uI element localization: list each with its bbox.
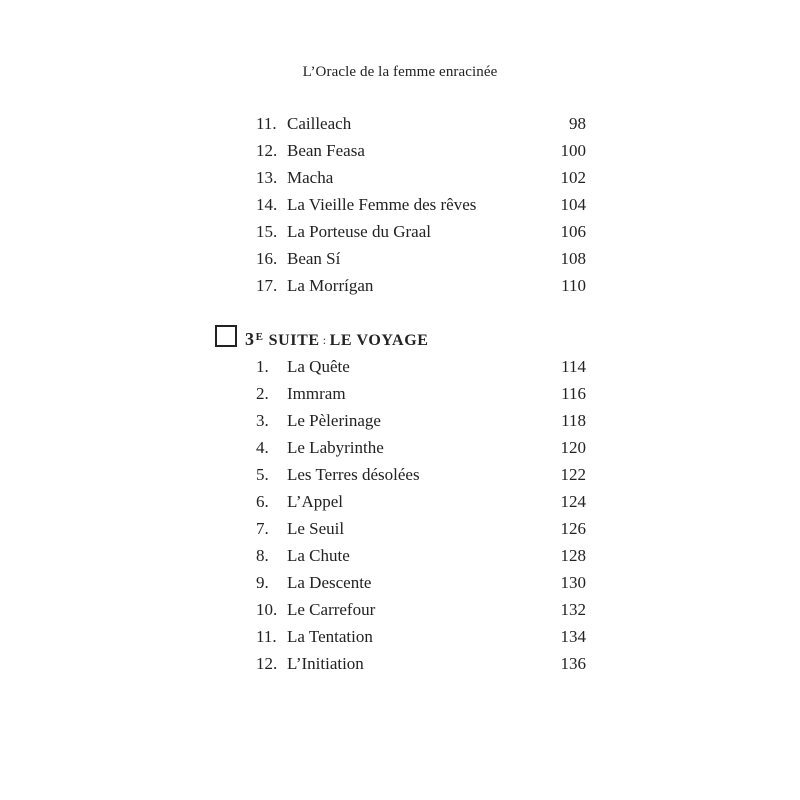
toc-entry[interactable] xyxy=(256,488,586,515)
toc-entry-title: L’Initiation xyxy=(287,654,364,673)
toc-entry-title: Le Pèlerinage xyxy=(287,411,381,430)
toc-entry-page: 128 xyxy=(560,546,586,565)
toc-entry-number: 5. xyxy=(256,465,269,484)
toc-entry[interactable] xyxy=(256,272,586,299)
toc-entry[interactable] xyxy=(256,407,586,434)
toc-entry[interactable] xyxy=(256,218,586,245)
toc-entry-title: Bean Feasa xyxy=(287,141,365,160)
toc-entry-title: Bean Sí xyxy=(287,249,341,268)
toc-entry-page: 110 xyxy=(561,276,586,295)
toc-entry[interactable] xyxy=(256,137,586,164)
toc-entry[interactable] xyxy=(256,596,586,623)
toc-entry-number: 2. xyxy=(256,384,269,403)
toc-entry-number: 11. xyxy=(256,114,277,133)
toc-entry-title: Le Labyrinthe xyxy=(287,438,384,457)
section-number: 3 xyxy=(245,329,255,349)
toc-entry-number: 3. xyxy=(256,411,269,430)
toc-entry-page: 102 xyxy=(560,168,586,187)
toc-entry-page: 108 xyxy=(560,249,586,268)
toc-entry-title: La Vieille Femme des rêves xyxy=(287,195,477,214)
toc-entry[interactable] xyxy=(256,569,586,596)
toc-entry[interactable] xyxy=(256,515,586,542)
toc-list-part-3 xyxy=(256,353,586,677)
toc-entry-number: 8. xyxy=(256,546,269,565)
toc-entry-page: 114 xyxy=(561,357,586,376)
toc-entry-title: L’Appel xyxy=(287,492,344,511)
toc-entry[interactable] xyxy=(256,623,586,650)
toc-entry[interactable] xyxy=(256,650,586,677)
toc-entry-page: 130 xyxy=(560,573,586,592)
toc-entry-page: 124 xyxy=(560,492,586,511)
toc-entry[interactable] xyxy=(256,380,586,407)
toc-entry-page: 122 xyxy=(560,465,586,484)
checkbox-square-icon xyxy=(215,325,237,347)
toc-entry[interactable] xyxy=(256,164,586,191)
toc-entry-page: 132 xyxy=(560,600,586,619)
toc-entry-number: 16. xyxy=(256,249,278,268)
toc-entry-title: La Quête xyxy=(287,357,350,376)
section-word-suite: SUITE xyxy=(268,332,320,349)
toc-list-part-2 xyxy=(256,110,586,299)
toc-entry-page: 120 xyxy=(560,438,586,457)
section-word-voyage: LE VOYAGE xyxy=(329,332,429,349)
toc-entry-title: Cailleach xyxy=(287,114,352,133)
toc-entry-number: 15. xyxy=(256,222,278,241)
toc-entry[interactable] xyxy=(256,245,586,272)
toc-entry-number: 4. xyxy=(256,438,269,457)
toc-entry-number: 17. xyxy=(256,276,278,295)
toc-entry-page: 126 xyxy=(560,519,586,538)
toc-entry-number: 1. xyxy=(256,357,269,376)
toc-entry-number: 13. xyxy=(256,168,278,187)
toc-entry-page: 118 xyxy=(561,411,586,430)
section-3-title xyxy=(245,323,429,355)
toc-entry[interactable] xyxy=(256,434,586,461)
toc-entry-page: 134 xyxy=(560,627,586,646)
toc-entry-title: Le Seuil xyxy=(287,519,345,538)
toc-entry-title: La Morrígan xyxy=(287,276,374,295)
toc-entry-number: 11. xyxy=(256,627,277,646)
toc-entry-page: 104 xyxy=(560,195,586,214)
toc-entry[interactable] xyxy=(256,542,586,569)
toc-entry-number: 9. xyxy=(256,573,269,592)
toc-entry-number: 7. xyxy=(256,519,269,538)
toc-entry-title: Macha xyxy=(287,168,334,187)
section-separator: : xyxy=(322,333,327,347)
toc-entry[interactable] xyxy=(256,461,586,488)
toc-entry-number: 6. xyxy=(256,492,269,511)
toc-entry-title: La Chute xyxy=(287,546,350,565)
toc-entry-page: 116 xyxy=(561,384,586,403)
running-head-title: L’Oracle de la femme enracinée xyxy=(302,64,498,80)
toc-entry-page: 106 xyxy=(560,222,586,241)
toc-entry-title: Le Carrefour xyxy=(287,600,376,619)
toc-entry-page: 100 xyxy=(560,141,586,160)
toc-entry-title: La Porteuse du Graal xyxy=(287,222,431,241)
toc-entry-title: La Tentation xyxy=(287,627,373,646)
toc-entry-number: 12. xyxy=(256,654,278,673)
toc-entry-title: Immram xyxy=(287,384,346,403)
section-number-superscript: E xyxy=(255,331,264,343)
toc-entry-number: 14. xyxy=(256,195,278,214)
toc-entry[interactable] xyxy=(256,191,586,218)
toc-entry-number: 10. xyxy=(256,600,278,619)
toc-entry-page: 136 xyxy=(560,654,586,673)
toc-entry-title: Les Terres désolées xyxy=(287,465,420,484)
toc-entry-page: 98 xyxy=(569,114,586,133)
toc-entry[interactable] xyxy=(256,353,586,380)
toc-entry[interactable] xyxy=(256,110,586,137)
toc-entry-title: La Descente xyxy=(287,573,372,592)
toc-entry-number: 12. xyxy=(256,141,278,160)
